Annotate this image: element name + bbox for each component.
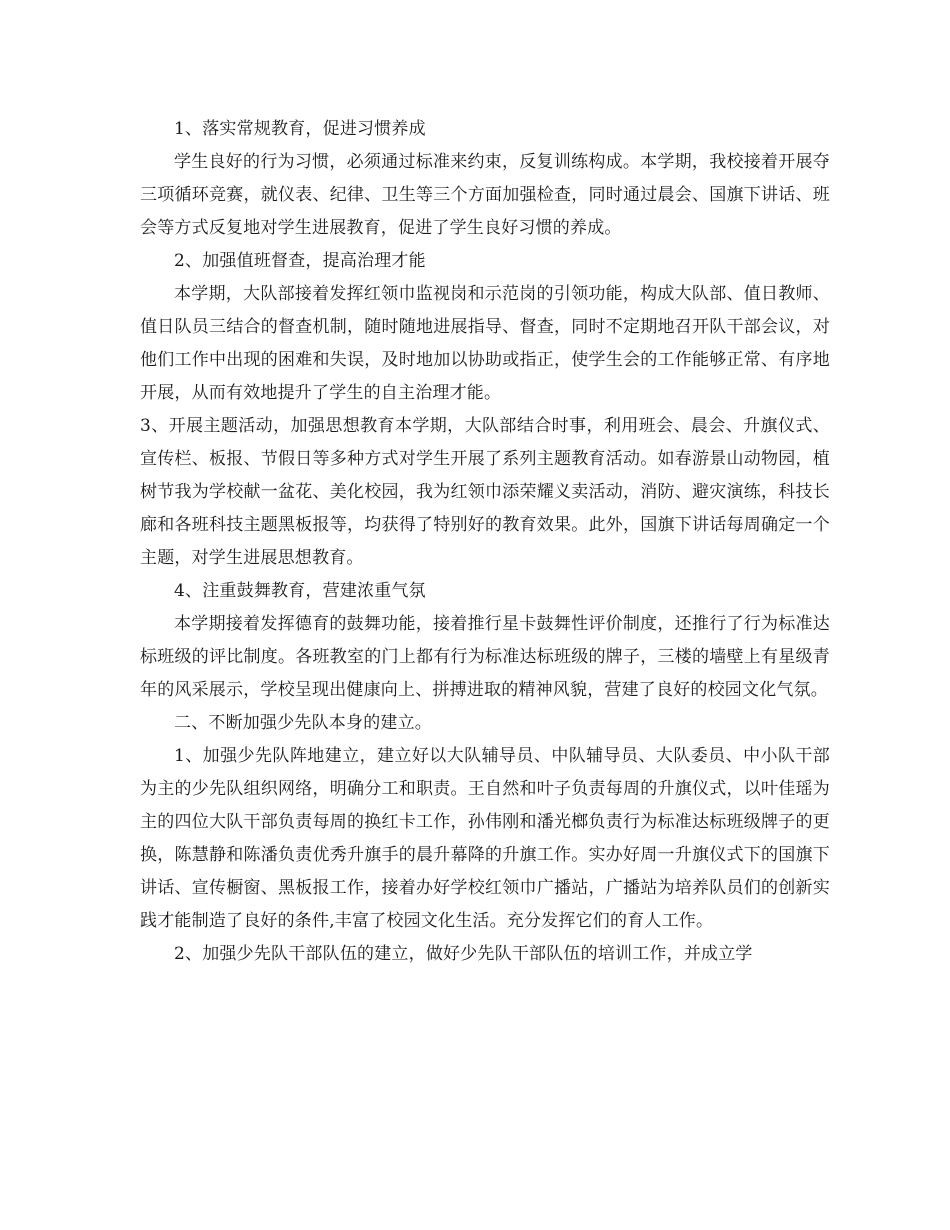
paragraph: 2、加强少先队干部队伍的建立，做好少先队干部队伍的培训工作，并成立学	[174, 944, 753, 964]
section-heading: 2、加强值班督查，提高治理才能	[174, 251, 426, 271]
paragraph: 学生良好的行为习惯，必须通过标准来约束，反复训练构成。本学期，我校接着开展夺三项循环竞赛，就仪表、纪律、卫生等三个方面加强检查，同时通过晨会、国旗下讲话、班会等方式反复地对学生进展教育，促进了学生良好习惯的养成。	[140, 152, 830, 238]
paragraph: 1、加强少先队阵地建立，建立好以大队辅导员、中队辅导员、大队委员、中小队干部为主的少先队组织网络，明确分工和职责。王自然和叶子负责每周的升旗仪式，以叶佳瑶为主的四位大队干部负责每周的换红卡工作，孙伟刚和潘光榔负责行为标准达标班级牌子的更换，陈慧静和陈潘负责优秀升旗手的晨升幕降的升旗工作。实办好周一升旗仪式下的国旗下讲话、宣传橱窗、黑板报工作，接着办好学校红领巾广播站，广播站为培养队员们的创新实践才能制造了良好的条件,丰富了校园文化生活。充分发挥它们的育人工作。	[140, 746, 830, 931]
section-heading: 二、不断加强少先队本身的建立。	[174, 713, 432, 733]
section-heading: 1、落实常规教育，促进习惯养成	[174, 119, 426, 139]
section-heading: 4、注重鼓舞教育，营建浓重气氛	[174, 581, 426, 601]
paragraph: 本学期接着发挥德育的鼓舞功能，接着推行星卡鼓舞性评价制度，还推行了行为标准达标班级的评比制度。各班教室的门上都有行为标准达标班级的牌子，三楼的墙壁上有星级青年的风采展示，学校呈现出健康向上、拼搏进取的精神风貌，营建了良好的校园文化气氛。	[140, 614, 830, 700]
paragraph: 3、开展主题活动，加强思想教育本学期，大队部结合时事，利用班会、晨会、升旗仪式、宣传栏、板报、节假日等多种方式对学生开展了系列主题教育活动。如春游景山动物园，植树节我为学校献一盆花、美化校园，我为红领巾添荣耀义卖活动，消防、避灾演练，科技长廊和各班科技主题黑板报等，均获得了特别好的教育效果。此外，国旗下讲话每周确定一个主题，对学生进展思想教育。	[140, 416, 830, 568]
document-body	[140, 113, 830, 971]
paragraph: 本学期，大队部接着发挥红领巾监视岗和示范岗的引领功能，构成大队部、值日教师、值日队员三结合的督查机制，随时随地进展指导、督查，同时不定期地召开队干部会议，对他们工作中出现的困难和失误，及时地加以协助或指正，使学生会的工作能够正常、有序地开展，从而有效地提升了学生的自主治理才能。	[140, 284, 830, 403]
